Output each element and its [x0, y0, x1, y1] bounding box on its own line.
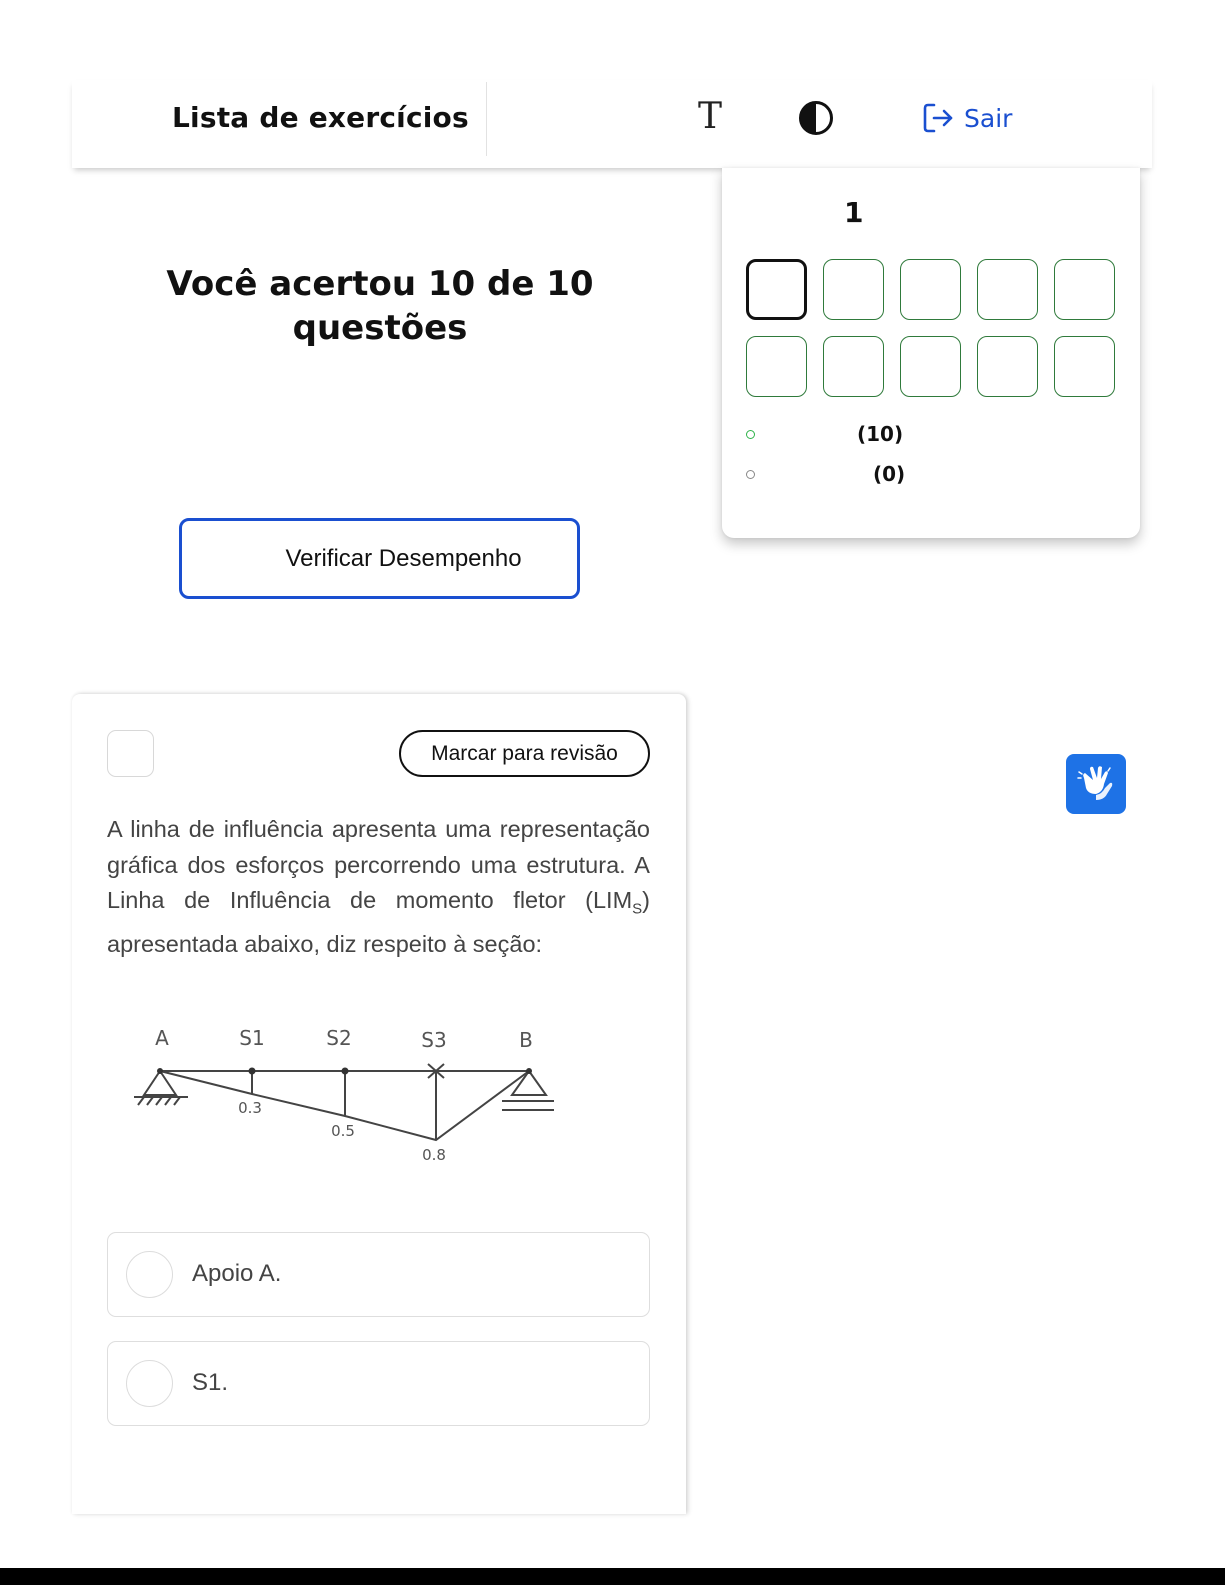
mark-for-review-button[interactable]: Marcar para revisão [399, 730, 650, 777]
text-size-icon[interactable]: T [697, 96, 722, 137]
diagram-value-s3: 0.8 [422, 1146, 446, 1164]
diagram-label-s2: S2 [326, 1026, 352, 1050]
option-label: S1. [192, 1369, 229, 1396]
option-radio[interactable] [126, 1251, 173, 1298]
legend-unanswered-count: (0) [873, 462, 906, 486]
legend-unanswered [746, 462, 905, 486]
sign-language-button[interactable] [1066, 754, 1126, 814]
page-title: Lista de exercícios [172, 101, 469, 134]
option-radio[interactable] [126, 1360, 173, 1407]
diagram-label-s3: S3 [421, 1028, 447, 1052]
statement-text-end: ) apresentada abaixo, diz respeito à seção: [107, 887, 650, 958]
option-b[interactable] [107, 1341, 650, 1426]
question-card [72, 694, 686, 1514]
logout-icon [922, 102, 954, 134]
question-nav-item-5[interactable] [1054, 259, 1115, 320]
question-nav-item-2[interactable] [823, 259, 884, 320]
question-nav-item-10[interactable] [1054, 336, 1115, 397]
legend-answered [746, 422, 903, 446]
diagram-label-s1: S1 [239, 1026, 265, 1050]
question-nav-item-4[interactable] [977, 259, 1038, 320]
header-divider [486, 82, 487, 156]
question-nav-item-3[interactable] [900, 259, 961, 320]
diagram-value-s2: 0.5 [331, 1122, 355, 1140]
option-label: Apoio A. [192, 1260, 282, 1287]
navigator-page-number: 1 [844, 196, 864, 229]
statement-text: A linha de influência apresenta uma representação gráfica dos esforços percorrendo uma estrutura. A Linha de Influência de momento fletor (LIM [107, 816, 650, 914]
diagram-value-s1: 0.3 [238, 1099, 262, 1117]
question-nav-item-6[interactable] [746, 336, 807, 397]
contrast-icon[interactable] [798, 100, 834, 136]
logout-button[interactable] [922, 102, 1012, 134]
question-checkbox[interactable] [107, 730, 154, 777]
option-a[interactable] [107, 1232, 650, 1317]
support-b [512, 1071, 546, 1095]
answered-dot-icon [746, 430, 755, 439]
unanswered-dot-icon [746, 470, 755, 479]
verify-performance-button[interactable]: Verificar Desempenho [179, 518, 580, 599]
legend-answered-count: (10) [857, 422, 904, 446]
bottom-bar [0, 1568, 1225, 1585]
statement-subscript: S [632, 900, 643, 918]
diagram-label-b: B [519, 1028, 533, 1052]
question-nav-item-1[interactable] [746, 259, 807, 320]
sign-language-icon [1076, 764, 1116, 804]
question-statement [107, 812, 650, 963]
top-bar [72, 80, 1152, 168]
question-navigator [722, 168, 1140, 538]
question-nav-item-8[interactable] [900, 336, 961, 397]
question-grid [746, 259, 1115, 397]
result-summary: Você acertou 10 de 10 questões [166, 264, 594, 348]
influence-line-diagram [132, 1019, 602, 1174]
question-nav-item-7[interactable] [823, 336, 884, 397]
logout-label: Sair [964, 103, 1013, 133]
question-nav-item-9[interactable] [977, 336, 1038, 397]
diagram-label-a: A [155, 1026, 169, 1050]
